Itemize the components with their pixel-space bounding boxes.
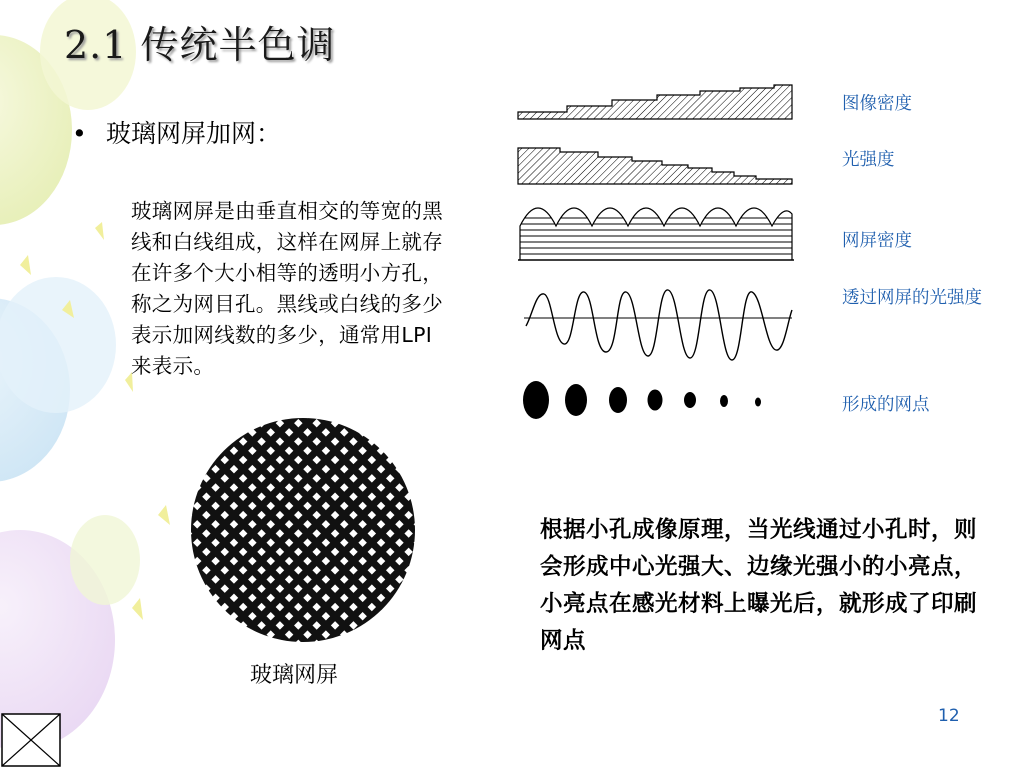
halftone-dots-row — [523, 381, 761, 419]
slide-title: 2.1 传统半色调 — [64, 23, 336, 67]
label-screen-density: 网屏密度 — [842, 231, 912, 251]
screen-density-wave — [518, 208, 794, 260]
transmitted-light-wave — [524, 290, 792, 360]
summary-text: 根据小孔成像原理，当光线通过小孔时，则会形成中心光强大、边缘光强小的小亮点，小亮点在感光材料上曝光后，就形成了印刷网点 — [540, 517, 978, 654]
bullet-text: 玻璃网屏加网： — [106, 119, 282, 148]
label-image-density: 图像密度 — [842, 94, 912, 114]
glass-screen-mesh-image — [188, 414, 418, 646]
label-transmitted-light: 透过网屏的光强度 — [842, 288, 982, 308]
nav-corner-icon[interactable] — [0, 712, 64, 768]
light-intensity-staircase — [518, 148, 792, 184]
halftone-process-diagram — [512, 80, 812, 430]
image-density-staircase — [518, 85, 792, 119]
mesh-caption: 玻璃网屏 — [250, 663, 339, 688]
bullet-dot: • — [72, 119, 87, 148]
page-number: 12 — [938, 706, 960, 726]
label-halftone-dots: 形成的网点 — [842, 395, 930, 415]
label-light-intensity: 光强度 — [842, 150, 895, 170]
description-paragraph: 玻璃网屏是由垂直相交的等宽的黑线和白线组成，这样在网屏上就存在许多个大小相等的透明小方孔，称之为网目孔。黑线或白线的多少表示加网线数的多少，通常用LPI来表示。 — [131, 199, 443, 378]
bullet-item — [72, 114, 281, 150]
